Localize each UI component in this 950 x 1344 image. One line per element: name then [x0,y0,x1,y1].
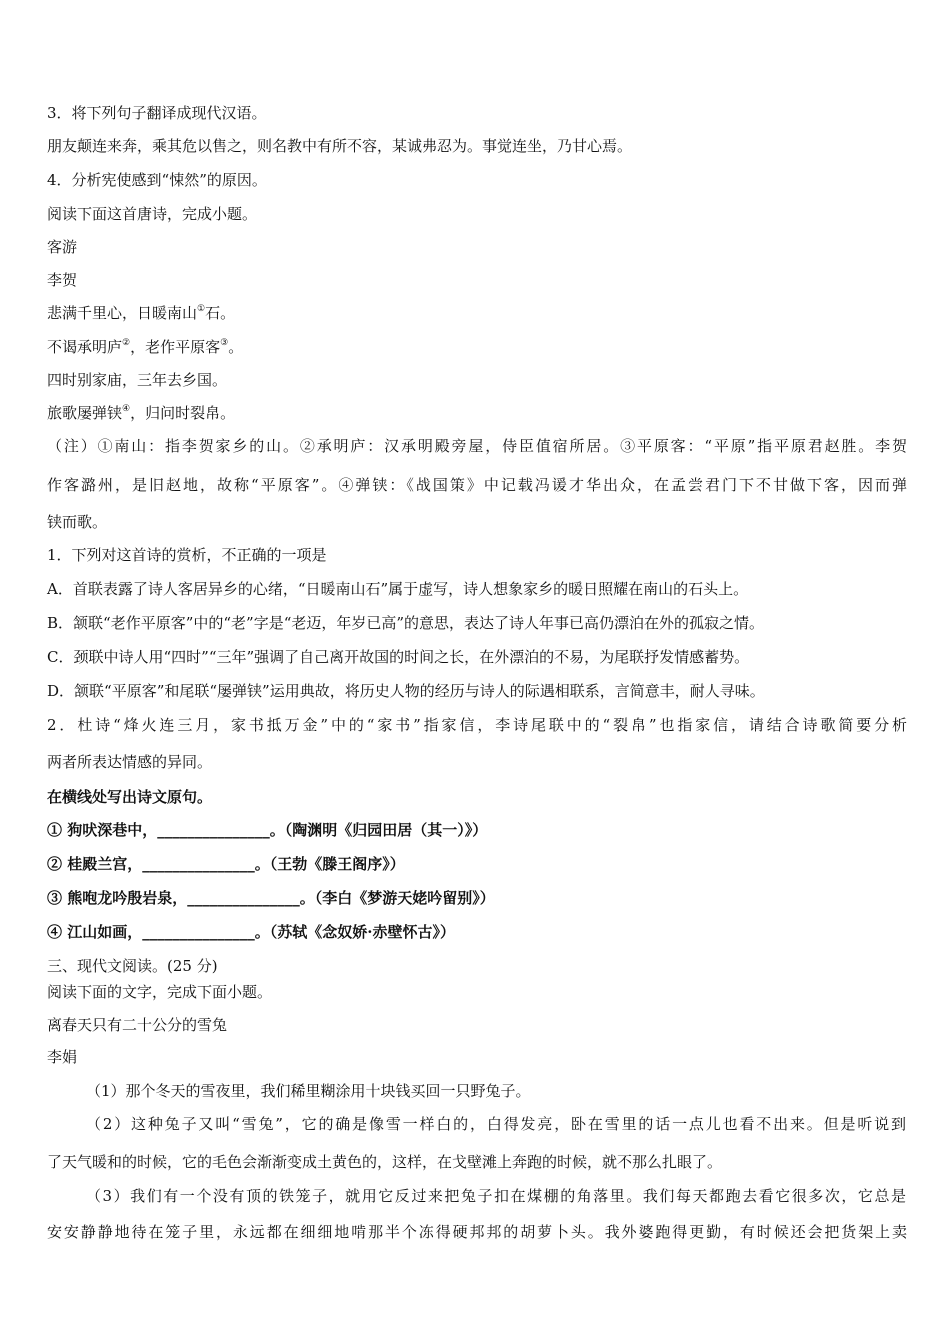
article-paragraph-3-line-2: 安安静静地待在笼子里，永远都在细细地啃那半个冻得硬邦邦的胡萝卜头。我外婆跑得更勤，有时候还会把货架上卖 [47,1223,907,1241]
question-2-line-2: 两者所表达情感的异同。 [47,753,213,771]
poem-line-2-mid: ，老作平原客 [130,338,221,356]
fill-blank-item-2: ② 桂殿兰宫，_______________。（王勃《滕王阁序》） [47,855,405,873]
poem-title: 客游 [47,238,78,256]
mc-option-b: B．颔联“老作平原客”中的“老”字是“老迈，年岁已高”的意思，表达了诗人年事已高仍漂泊在外的孤寂之情。 [47,614,765,632]
question-4-title: 4．分析宪使感到“悚然”的原因。 [47,171,267,189]
poem-notes-line-1: （注）①南山：指李贺家乡的山。②承明庐：汉承明殿旁屋，侍臣值宿所居。③平原客：“平原”指平原君赵胜。李贺 [47,437,907,455]
fill-blank-item-4: ④ 江山如画，_______________。（苏轼《念奴娇·赤壁怀古》） [47,923,455,941]
poem-line-1-text: 悲满千里心，日暖南山 [47,304,198,322]
question-3-title: 3．将下列句子翻译成现代汉语。 [47,104,267,122]
article-paragraph-3-line-1: （3）我们有一个没有顶的铁笼子，就用它反过来把兔子扣在煤棚的角落里。我们每天都跑去看它很多次，它总是 [86,1187,906,1205]
poem-author: 李贺 [47,271,78,289]
poem-line-3: 四时别家庙，三年去乡国。 [47,371,228,389]
fill-blank-title: 在横线处写出诗文原句。 [47,788,213,806]
mc-option-c: C．颈联中诗人用“四时”“三年”强调了自己离开故国的时间之长，在外漂泊的不易，为尾联抒发情感蓄势。 [47,648,750,666]
section-3-intro: 阅读下面的文字，完成下面小题。 [47,983,273,1001]
poem-line-2-text: 不谒承明庐 [47,338,123,356]
article-author: 李娟 [47,1048,78,1066]
poem-line-2 [47,337,907,357]
article-paragraph-2-line-2: 了天气暖和的时候，它的毛色会渐渐变成土黄色的，这样，在戈壁滩上奔跑的时候，就不那么扎眼了。 [47,1153,723,1171]
article-paragraph-1: （1）那个冬天的雪夜里，我们稀里糊涂用十块钱买回一只野兔子。 [86,1082,531,1100]
poem-line-4-text: 旅歌屡弹铗 [47,404,123,422]
poem-notes-line-3: 铗而歌。 [47,513,108,531]
note-marker-1: ① [197,304,206,314]
fill-blank-item-1: ① 狗吠深巷中，_______________。（陶渊明《归园田居（其一）》） [47,821,488,839]
question-3-text: 朋友颠连来奔，乘其危以售之，则名教中有所不容，某诚弗忍为。事觉连坐，乃甘心焉。 [47,137,633,155]
article-paragraph-2-line-1: （2）这种兔子又叫“雪兔”，它的确是像雪一样白的，白得发亮，卧在雪里的话一点儿也看不出来。但是听说到 [86,1115,906,1133]
poem-line-4-end: ，归问时裂帛。 [130,404,236,422]
question-2-line-1: 2．杜诗“烽火连三月，家书抵万金”中的“家书”指家信，李诗尾联中的“裂帛”也指家信，请结合诗歌简要分析 [47,716,907,734]
mc-option-d: D．颔联“平原客”和尾联“屡弹铗”运用典故，将历史人物的经历与诗人的际遇相联系，言简意丰，耐人寻味。 [47,682,765,700]
section-3-heading: 三、现代文阅读。(25 分) [47,957,218,975]
poem-line-1-end: 石。 [205,304,236,322]
poem-notes-line-2: 作客潞州，是旧赵地，故称“平原客”。④弹铗：《战国策》中记载冯谖才华出众，在孟尝君门下不甘做下客，因而弹 [47,476,907,494]
mc-option-a: A．首联表露了诗人客居异乡的心绪，“日暖南山石”属于虚写，诗人想象家乡的暖日照耀在南山的石头上。 [47,580,749,598]
poem-line-1 [47,303,907,323]
fill-blank-item-3: ③ 熊咆龙吟殷岩泉，_______________。（李白《梦游天姥吟留别》） [47,889,495,907]
mc-question-stem: 1．下列对这首诗的赏析，不正确的一项是 [47,546,327,564]
poem-line-2-end: 。 [228,338,244,356]
note-marker-2: ② [122,338,131,348]
poem-line-4 [47,403,907,423]
note-marker-3: ③ [220,338,229,348]
article-title: 离春天只有二十公分的雪兔 [47,1016,228,1034]
note-marker-4: ④ [122,404,131,414]
poem-intro: 阅读下面这首唐诗，完成小题。 [47,205,258,223]
